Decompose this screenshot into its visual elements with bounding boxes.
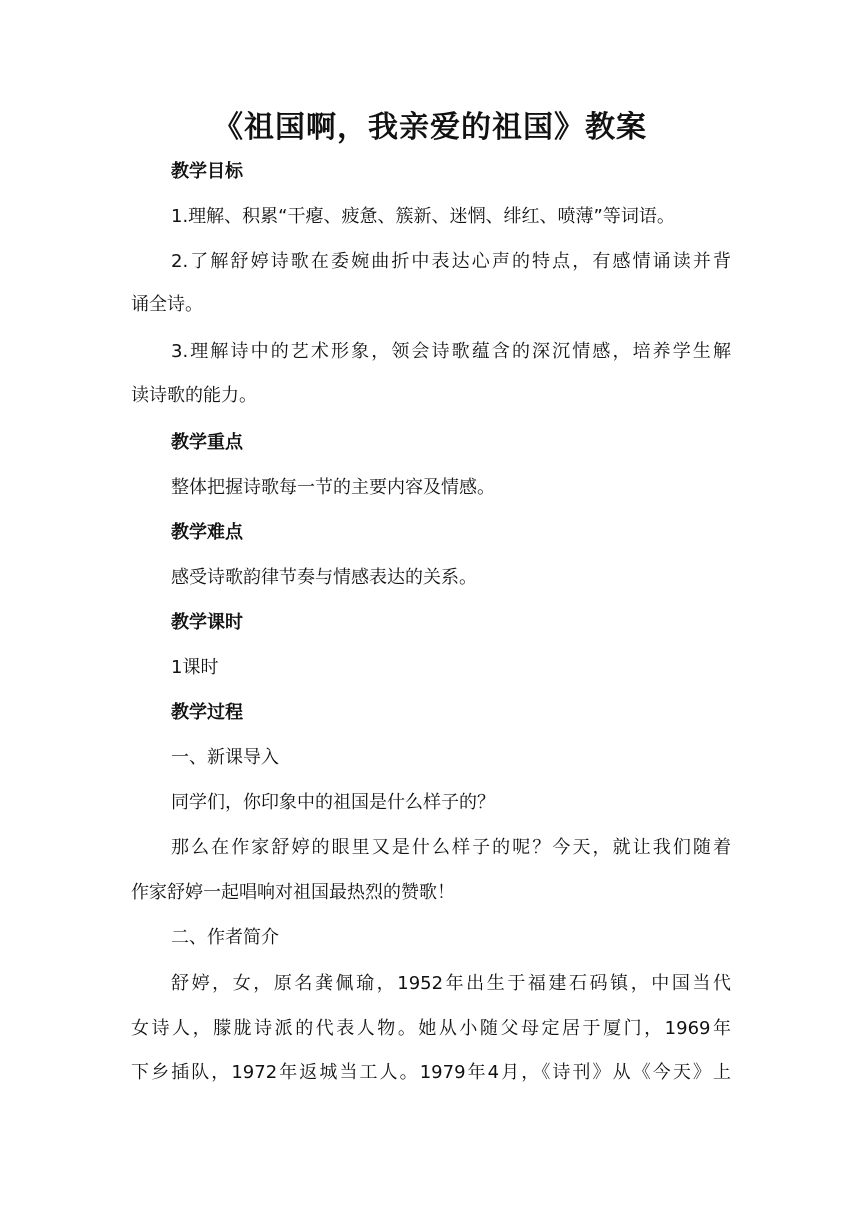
key-text: 整体把握诗歌每一节的主要内容及情感。 [171,477,495,498]
process-heading: 教学过程 [171,702,243,723]
step2-title: 二、作者简介 [171,927,279,948]
step1-paragraph-1: 同学们，你印象中的祖国是什么样子的？ [171,792,495,813]
goal-2-line2: 诵全诗。 [131,294,203,315]
step1-paragraph-2-line1: 那么在作家舒婷的眼里又是什么样子的呢？今天，就让我们随着 [171,837,731,858]
key-heading: 教学重点 [171,432,243,453]
difficulty-heading: 教学难点 [171,522,243,543]
goal-3-line2: 读诗歌的能力。 [131,385,257,406]
bio-line-3: 下乡插队，1972年返城当工人。1979年4月，《诗刊》从《今天》上 [131,1062,731,1083]
step1-paragraph-2-line2: 作家舒婷一起唱响对祖国最热烈的赞歌！ [131,882,455,903]
goals-heading: 教学目标 [171,161,243,182]
difficulty-text: 感受诗歌韵律节奏与情感表达的关系。 [171,567,477,588]
hours-text: 1课时 [171,657,219,678]
bio-line-1: 舒婷，女，原名龚佩瑜，1952年出生于福建石码镇，中国当代 [171,973,731,994]
step1-title: 一、新课导入 [171,747,279,768]
goal-3-line1: 3.理解诗中的艺术形象，领会诗歌蕴含的深沉情感，培养学生解 [171,341,731,362]
document-title: 《祖国啊，我亲爱的祖国》教案 [213,110,647,145]
bio-line-2: 女诗人，朦胧诗派的代表人物。她从小随父母定居于厦门，1969年 [131,1018,731,1039]
hours-heading: 教学课时 [171,612,243,633]
goal-2-line1: 2.了解舒婷诗歌在委婉曲折中表达心声的特点，有感情诵读并背 [171,251,731,272]
goal-1: 1.理解、积累“干瘪、疲惫、簇新、迷惘、绯红、喷薄”等词语。 [171,206,675,227]
